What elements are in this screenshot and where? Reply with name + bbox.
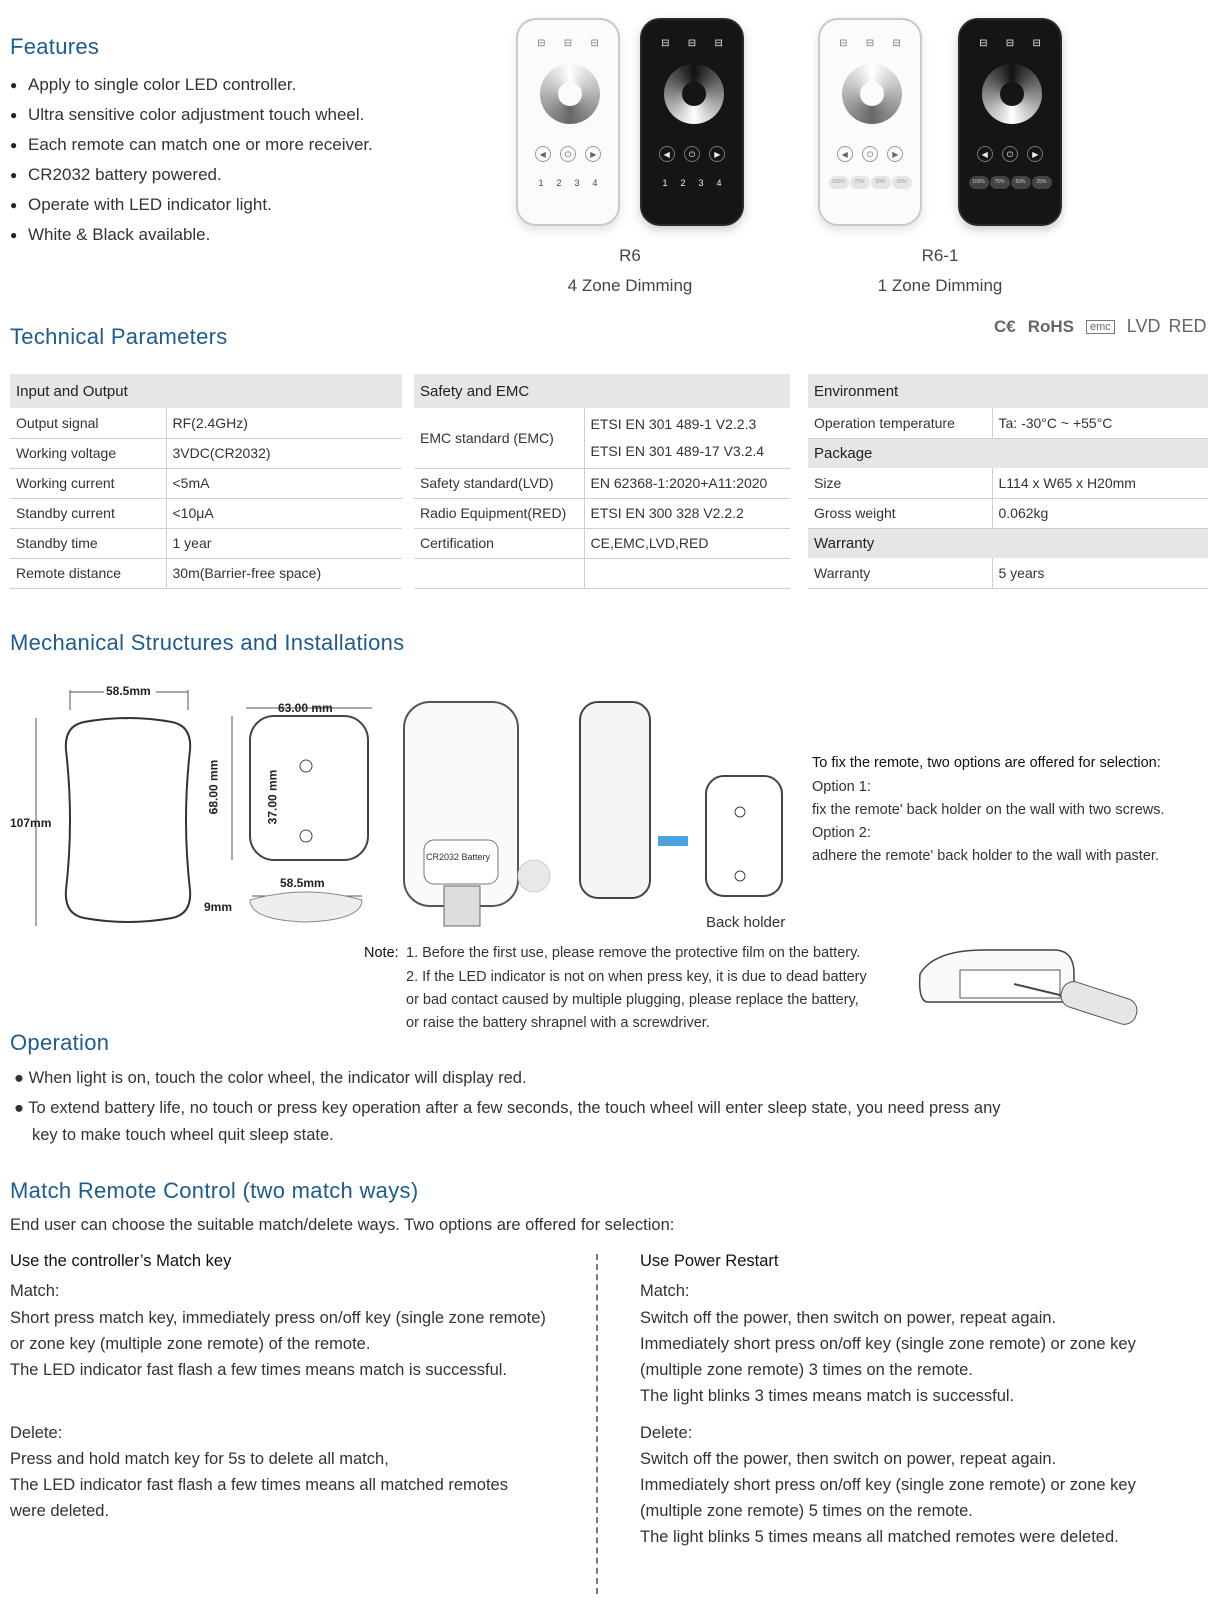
fix-title: To fix the remote, two options are offered for selection: (812, 755, 1161, 771)
divider (596, 1254, 598, 1594)
certification-logos (994, 316, 1207, 337)
table-header: Environment (808, 374, 1208, 408)
model-r6: R6 (619, 246, 641, 265)
touch-wheel-icon (664, 64, 724, 124)
zone-keys: 1 2 3 4 (538, 178, 598, 188)
note-label: Note: (364, 945, 399, 961)
table-row: Operation temperature Ta: -30°C ~ +55°C (808, 408, 1208, 438)
match-title: Match Remote Control (two match ways) (10, 1178, 419, 1203)
right-match-line: Immediately short press on/off key (single zone remote) or zone key (640, 1335, 1136, 1353)
table-header: Input and Output (10, 374, 402, 408)
option2-title: Option 2: (812, 825, 871, 841)
feature-item: ● Operate with LED indicator light. (10, 190, 373, 220)
model-r61-desc: 1 Zone Dimming (877, 276, 1003, 295)
input-output-table (10, 374, 402, 589)
right-delete-line: Switch off the power, then switch on power, repeat again. (640, 1450, 1057, 1468)
right-delete-line: (multiple zone remote) 5 times on the remote. (640, 1502, 973, 1520)
mechanical-drawings (0, 680, 800, 950)
table-row: EMC standard (EMC) ETSI EN 301 489-1 V2.2.3 ETSI EN 301 489-17 V3.2.4 (414, 408, 790, 468)
environment-table (808, 374, 1208, 589)
bulb-icons: ⊟ ⊟ ⊟ (839, 38, 901, 49)
model-r6-desc: 4 Zone Dimming (567, 276, 693, 295)
safety-emc-table (414, 374, 790, 589)
bulb-icons: ⊟ ⊟ ⊟ (661, 38, 723, 49)
arrow-icon (658, 836, 688, 846)
right-match-line: (multiple zone remote) 3 times on the remote. (640, 1361, 973, 1379)
touch-wheel-icon (540, 64, 600, 124)
dim-width-side: 58.5mm (280, 876, 325, 890)
table-row: Output signal RF(2.4GHz) (10, 408, 402, 438)
rohs-logo-icon: RoHS (1027, 316, 1075, 336)
battery-label: CR2032 Battery (426, 852, 491, 862)
remote-outline (66, 718, 190, 922)
control-keys: ◀ ⏻ ▶ (518, 146, 618, 162)
left-match-line: The LED indicator fast flash a few times means match is successful. (10, 1361, 508, 1379)
match-intro: End user can choose the suitable match/delete ways. Two options are offered for selection: (10, 1216, 675, 1234)
remote-r61-white (818, 18, 922, 226)
table-header: Safety and EMC (414, 374, 790, 408)
ce-logo-icon: C€ (994, 316, 1016, 336)
note-2c: or raise the battery shrapnel with a screwdriver. (406, 1015, 710, 1031)
feature-item: ● Ultra sensitive color adjustment touch wheel. (10, 100, 373, 130)
brightness-keys: 100% 75% 50% 25% (820, 176, 920, 189)
control-keys: ◀ ⏻ ▶ (960, 146, 1060, 162)
left-delete-label: Delete: (10, 1424, 63, 1442)
operation-title: Operation (10, 1030, 110, 1055)
remote-r61-black (958, 18, 1062, 226)
bulb-icons: ⊟ ⊟ ⊟ (537, 38, 599, 49)
operation-item-1: ● When light is on, touch the color wheel, the indicator will display red. (14, 1069, 527, 1087)
dim-hole-spacing: 37.00 mm (265, 769, 280, 825)
left-match-line: or zone key (multiple zone remote) of the remote. (10, 1335, 371, 1353)
touch-wheel-icon (842, 64, 902, 124)
feature-item: ● Each remote can match one or more receiver. (10, 130, 373, 160)
dim-thickness: 9mm (204, 900, 233, 914)
right-match-line: The light blinks 3 times means match is successful. (640, 1387, 1015, 1405)
control-keys: ◀ ⏻ ▶ (820, 146, 920, 162)
dim-height-holder: 68.00 mm (206, 759, 221, 815)
table-row: Working current <5mA (10, 468, 402, 498)
remote-side (580, 702, 650, 898)
remote-r6-white (516, 18, 620, 226)
table-row: Working voltage 3VDC(CR2032) (10, 438, 402, 468)
table-row: Standby time 1 year (10, 528, 402, 558)
zone-keys: 1 2 3 4 (662, 178, 722, 188)
screwdriver-drawing (914, 944, 1146, 1034)
left-match-label: Match: (10, 1282, 60, 1300)
section-header: Warranty (808, 528, 1208, 558)
side-view (250, 892, 362, 922)
table-row (414, 558, 790, 588)
table-row: Standby current <10μA (10, 498, 402, 528)
model-r61: R6-1 (921, 246, 959, 265)
table-row: Warranty 5 years (808, 558, 1208, 588)
note-2b: or bad contact caused by multiple plugging, please replace the battery, (406, 992, 859, 1008)
table-row: Size L114 x W65 x H20mm (808, 468, 1208, 498)
back-holder-label: Back holder (706, 914, 786, 931)
remote-r6-black (640, 18, 744, 226)
table-row: Gross weight 0.062kg (808, 498, 1208, 528)
option1-text: fix the remote' back holder on the wall with two screws. (812, 802, 1165, 818)
dim-width-front: 58.5mm (106, 684, 151, 698)
right-delete-line: Immediately short press on/off key (single zone remote) or zone key (640, 1476, 1136, 1494)
feature-item: ● Apply to single color LED controller. (10, 70, 373, 100)
brightness-keys: 100% 75% 50% 25% (960, 176, 1060, 189)
right-match-line: Switch off the power, then switch on power, repeat again. (640, 1309, 1057, 1327)
lvd-red-logo: LVD RED (1126, 316, 1207, 336)
option2-text: adhere the remote' back holder to the wall with paster. (812, 848, 1159, 864)
left-match-line: Short press match key, immediately press on/off key (single zone remote) (10, 1309, 546, 1327)
dim-height-front: 107mm (10, 816, 52, 830)
right-match-label: Match: (640, 1282, 690, 1300)
touch-wheel-icon (982, 64, 1042, 124)
right-delete-line: The light blinks 5 times means all matched remotes were deleted. (640, 1528, 1119, 1546)
features-title: Features (10, 34, 100, 59)
section-header: Package (808, 438, 1208, 468)
emc-logo-icon: emc (1086, 320, 1115, 334)
mech-title: Mechanical Structures and Installations (10, 630, 405, 655)
right-method-title: Use Power Restart (640, 1252, 779, 1270)
table-row: Radio Equipment(RED) ETSI EN 300 328 V2.2.2 (414, 498, 790, 528)
tech-title: Technical Parameters (10, 324, 228, 349)
back-holder-drawing (706, 776, 782, 896)
right-delete-label: Delete: (640, 1424, 693, 1442)
bulb-icons: ⊟ ⊟ ⊟ (979, 38, 1041, 49)
operation-item-2-cont: key to make touch wheel quit sleep state. (32, 1126, 334, 1144)
left-delete-line: The LED indicator fast flash a few times means all matched remotes (10, 1476, 508, 1494)
left-method-title: Use the controller’s Match key (10, 1252, 232, 1270)
left-delete-line: were deleted. (10, 1502, 110, 1520)
dim-width-holder: 63.00 mm (278, 701, 333, 715)
table-row: Certification CE,EMC,LVD,RED (414, 528, 790, 558)
operation-item-2: ● To extend battery life, no touch or press key operation after a few seconds, the touch wheel will enter sleep state, you need press any (14, 1099, 1001, 1117)
left-delete-line: Press and hold match key for 5s to delete all match, (10, 1450, 389, 1468)
features-list (10, 70, 373, 250)
table-row: Remote distance 30m(Barrier-free space) (10, 558, 402, 588)
option1-title: Option 1: (812, 779, 871, 795)
feature-item: ● CR2032 battery powered. (10, 160, 373, 190)
control-keys: ◀ ⏻ ▶ (642, 146, 742, 162)
table-row: Safety standard(LVD) EN 62368-1:2020+A11:2020 (414, 468, 790, 498)
note-2a: 2. If the LED indicator is not on when press key, it is due to dead battery (406, 969, 867, 985)
note-1: 1. Before the first use, please remove the protective film on the battery. (406, 945, 861, 961)
feature-item: ● White & Black available. (10, 220, 373, 250)
